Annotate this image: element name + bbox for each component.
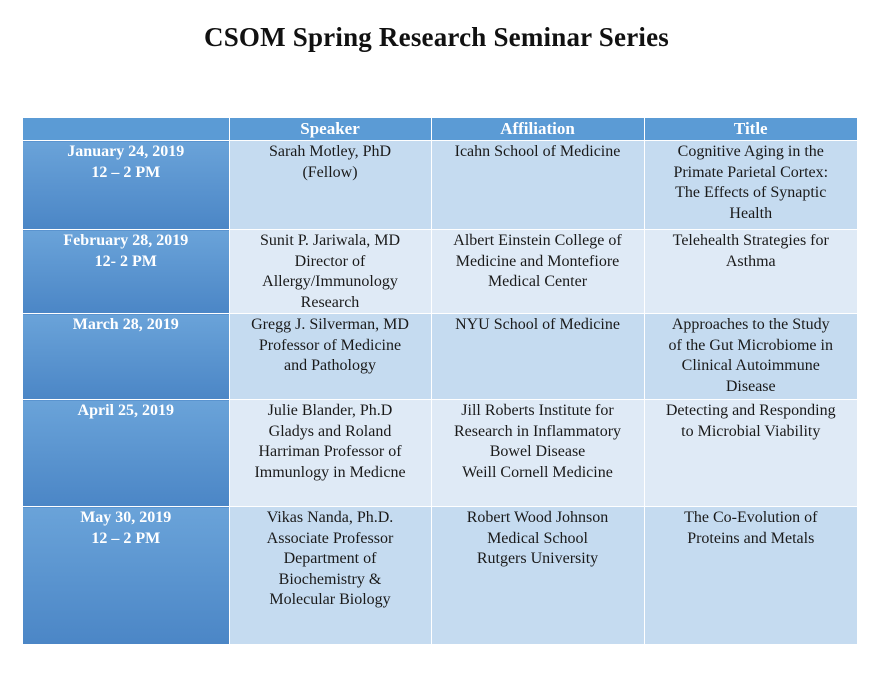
- affiliation-text-line: Icahn School of Medicine: [454, 143, 621, 160]
- speaker-cell: [229, 230, 431, 314]
- date-cell: [23, 314, 229, 400]
- title-text-line: Proteins and Metals: [687, 529, 815, 547]
- title-text-line: Telehealth Strategies for: [672, 232, 829, 249]
- table-row: [23, 230, 857, 314]
- title-text-line: The Effects of Synaptic: [675, 184, 827, 201]
- affiliation-text-line: Robert Wood Johnson: [466, 509, 609, 526]
- speaker-text-line: Harriman Professor of: [258, 443, 402, 460]
- speaker-text-line: Biochemistry &: [278, 570, 382, 588]
- speaker-text-line: Sunit P. Jariwala, MD: [260, 232, 400, 249]
- title-cell: [644, 400, 857, 507]
- title-text-line: Cognitive Aging in the: [677, 143, 824, 160]
- affiliation-cell: [431, 400, 644, 507]
- affiliation-text-line: Albert Einstein College of: [453, 232, 622, 249]
- header-speaker: Speaker: [229, 118, 431, 141]
- date-text-line: 12- 2 PM: [94, 252, 157, 270]
- date-cell: [23, 507, 229, 645]
- affiliation-text-line: Weill Cornell Medicine: [462, 463, 613, 481]
- title-text-line: Detecting and Responding: [665, 402, 836, 419]
- speaker-text-line: Sarah Motley, PhD: [268, 143, 392, 160]
- speaker-text-line: Research: [300, 293, 360, 311]
- affiliation-text-line: Rutgers University: [476, 550, 599, 567]
- affiliation-cell: [431, 507, 644, 645]
- header-title: Title: [644, 118, 857, 141]
- header-date: [23, 118, 229, 141]
- title-text-line: Primate Parietal Cortex:: [673, 163, 829, 181]
- speaker-text-line: Department of: [283, 550, 377, 567]
- affiliation-cell: [431, 314, 644, 400]
- speaker-text-line: Director of: [294, 252, 366, 270]
- affiliation-text-line: Medical Center: [487, 273, 588, 290]
- speaker-text-line: Associate Professor: [266, 529, 394, 547]
- table-header-row: [23, 118, 857, 141]
- date-cell: [23, 141, 229, 230]
- table-row: [23, 141, 857, 230]
- header-affiliation: Affiliation: [431, 118, 644, 141]
- date-text-line: 12 – 2 PM: [91, 529, 161, 547]
- title-text-line: Clinical Autoimmune: [681, 357, 820, 374]
- title-cell: [644, 314, 857, 400]
- speaker-cell: [229, 400, 431, 507]
- speaker-text-line: Gregg J. Silverman, MD: [251, 316, 409, 333]
- title-cell: [644, 230, 857, 314]
- speaker-text-line: Gladys and Roland: [268, 422, 392, 440]
- title-text-line: Approaches to the Study: [671, 316, 830, 333]
- affiliation-cell: [431, 230, 644, 314]
- affiliation-text-line: Jill Roberts Institute for: [461, 402, 614, 419]
- speaker-text-line: Allergy/Immunology: [262, 273, 398, 290]
- title-text-line: Health: [729, 204, 773, 222]
- title-cell: [644, 507, 857, 645]
- speaker-text-line: Immunlogy in Medicne: [254, 463, 406, 481]
- speaker-text-line: Vikas Nanda, Ph.D.: [266, 509, 394, 526]
- title-text-line: to Microbial Viability: [681, 422, 821, 440]
- page-title: CSOM Spring Research Seminar Series: [204, 22, 669, 52]
- date-text-line: March 28, 2019: [72, 316, 179, 333]
- affiliation-text-line: Medicine and Montefiore: [455, 252, 620, 270]
- title-cell: [644, 141, 857, 230]
- table-row: [23, 314, 857, 400]
- table-row: [23, 507, 857, 645]
- speaker-text-line: Julie Blander, Ph.D: [267, 402, 393, 419]
- seminar-schedule-table: [23, 118, 857, 644]
- date-text-line: February 28, 2019: [63, 232, 189, 249]
- speaker-text-line: Molecular Biology: [269, 591, 391, 608]
- affiliation-text-line: Research in Inflammatory: [453, 422, 622, 440]
- date-text-line: April 25, 2019: [77, 402, 174, 419]
- title-text-line: Asthma: [725, 252, 776, 270]
- speaker-text-line: and Pathology: [284, 357, 376, 374]
- affiliation-text-line: Bowel Disease: [489, 443, 586, 460]
- affiliation-text-line: NYU School of Medicine: [455, 316, 620, 333]
- date-text-line: 12 – 2 PM: [91, 163, 161, 181]
- date-text-line: January 24, 2019: [67, 143, 185, 160]
- speaker-cell: [229, 141, 431, 230]
- date-text-line: May 30, 2019: [80, 509, 172, 526]
- speaker-cell: [229, 314, 431, 400]
- affiliation-cell: [431, 141, 644, 230]
- speaker-cell: [229, 507, 431, 645]
- title-text-line: of the Gut Microbiome in: [668, 336, 833, 354]
- date-cell: [23, 400, 229, 507]
- speaker-text-line: (Fellow): [302, 163, 358, 181]
- title-text-line: Disease: [725, 377, 776, 395]
- date-cell: [23, 230, 229, 314]
- table-row: [23, 400, 857, 507]
- affiliation-text-line: Medical School: [487, 529, 588, 547]
- title-text-line: The Co-Evolution of: [684, 509, 818, 526]
- speaker-text-line: Professor of Medicine: [258, 336, 402, 354]
